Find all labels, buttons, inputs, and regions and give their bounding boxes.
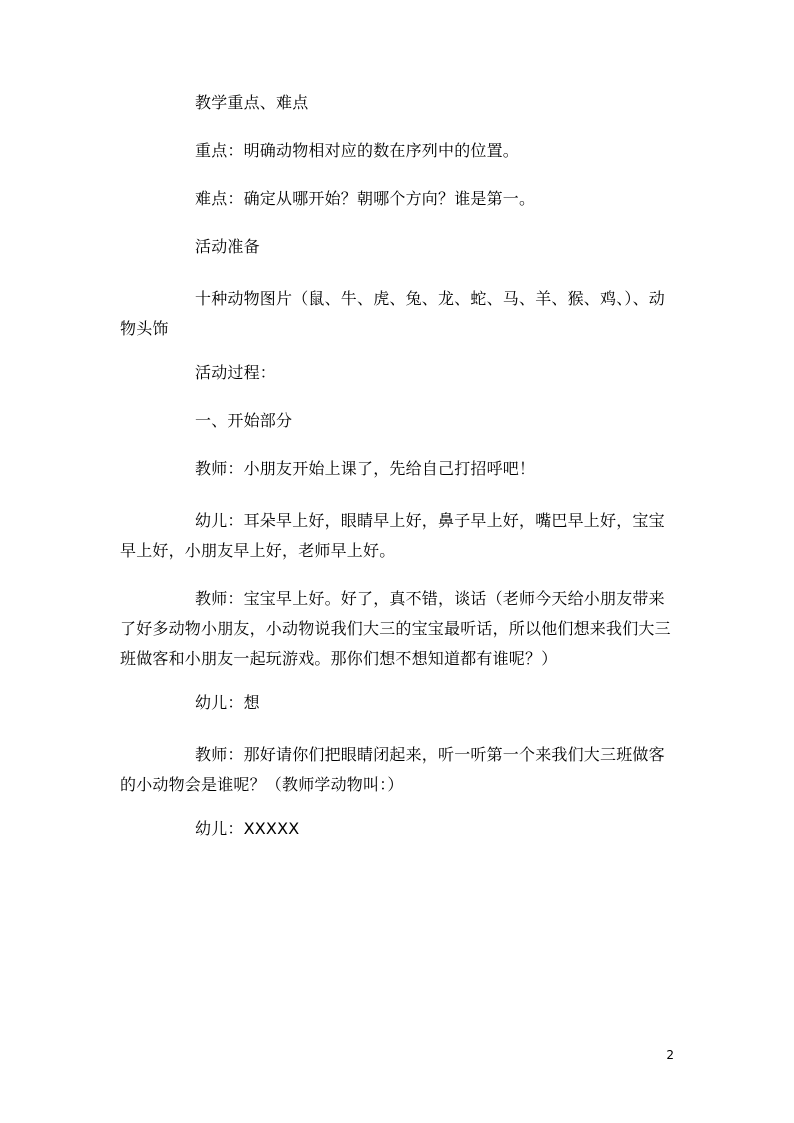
heading-process: 活动过程：: [195, 363, 277, 382]
heading-start-section: 一、开始部分: [195, 411, 293, 430]
paragraph-teacher-intro: 教师：宝宝早上好。好了，真不错，谈话（老师今天给小朋友带来了好多动物小朋友，小动物说我们大三的宝宝最听话，所以他们想来我们大三班做客和小朋友一起玩游戏。那你们想不想知道都有谁呢？）: [120, 589, 671, 668]
paragraph-children-answer-1: 幼儿：想: [195, 693, 260, 712]
paragraph-teacher-greeting: 教师：小朋友开始上课了，先给自己打招呼吧！: [195, 459, 536, 478]
paragraph-children-answer-2: 幼儿：XXXXX: [195, 819, 300, 838]
page-number: 2: [666, 1048, 674, 1062]
paragraph-children-greeting: 幼儿：耳朵早上好，眼睛早上好，鼻子早上好，嘴巴早上好，宝宝早上好，小朋友早上好，老师早上好。: [120, 511, 665, 560]
paragraph-teacher-instruction: 教师：那好请你们把眼睛闭起来，听一听第一个来我们大三班做客的小动物会是谁呢？（教师学动物叫：）: [120, 745, 665, 794]
document-body: [120, 92, 680, 866]
heading-key-points: 教学重点、难点: [195, 93, 309, 112]
heading-preparation: 活动准备: [195, 237, 260, 256]
paragraph-key-point: 重点：明确动物相对应的数在序列中的位置。: [195, 141, 520, 160]
paragraph-difficulty: 难点：确定从哪开始？朝哪个方向？谁是第一。: [195, 189, 536, 208]
paragraph-materials: 十种动物图片（鼠、牛、虎、兔、龙、蛇、马、羊、猴、鸡、）、动物头饰: [120, 289, 666, 338]
